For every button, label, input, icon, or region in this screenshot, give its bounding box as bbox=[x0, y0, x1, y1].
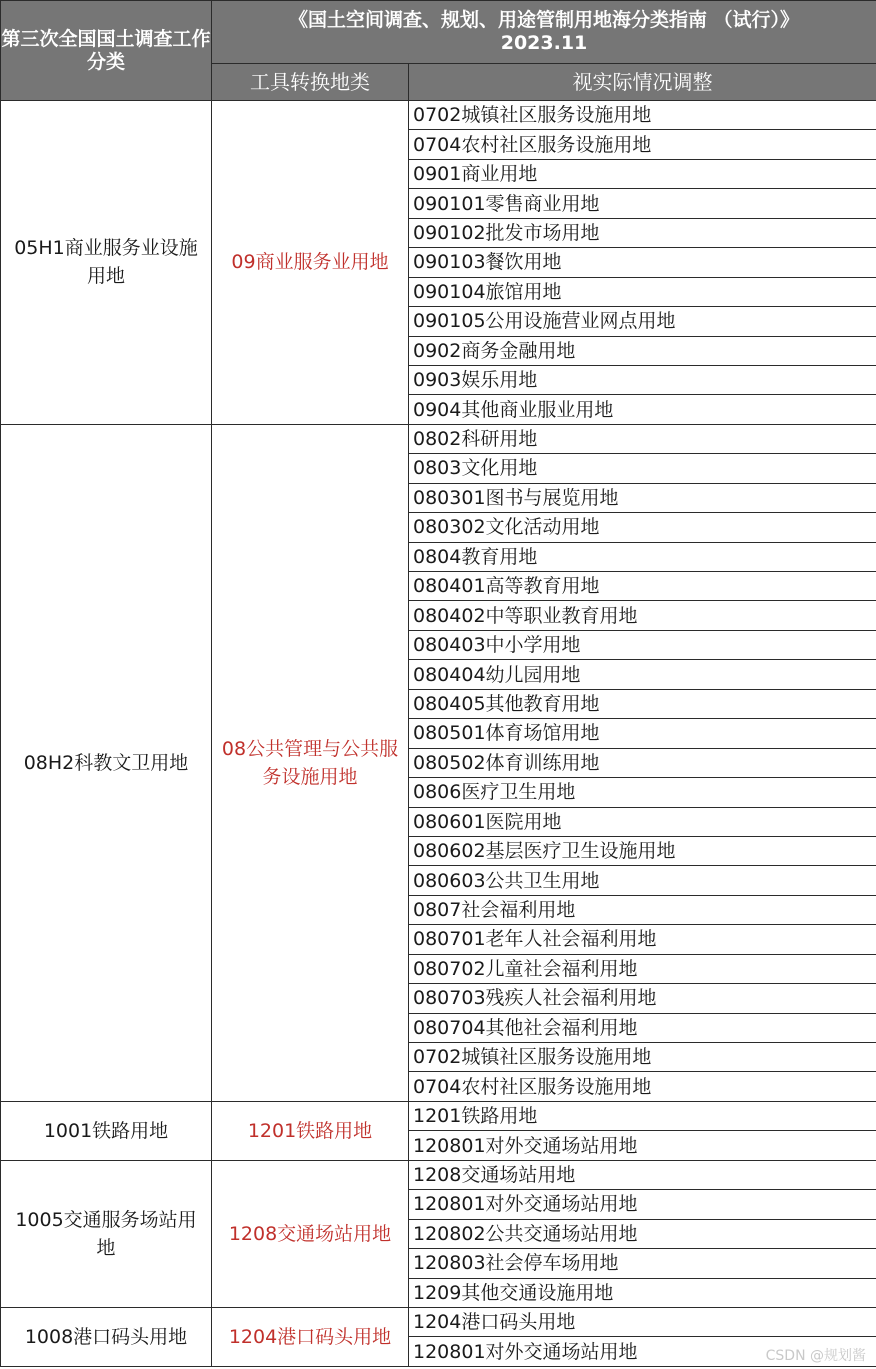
adjusted-category: 1209其他交通设施用地 bbox=[409, 1278, 876, 1307]
third-survey-category: 08H2科教文卫用地 bbox=[1, 424, 212, 1101]
tool-converted-category: 09商业服务业用地 bbox=[212, 101, 409, 425]
tool-converted-category: 1208交通场站用地 bbox=[212, 1160, 409, 1307]
adjusted-category: 0904其他商业服业用地 bbox=[409, 395, 876, 424]
adjusted-category: 080702儿童社会福利用地 bbox=[409, 954, 876, 983]
table-row bbox=[1, 1307, 876, 1336]
adjusted-category: 0702城镇社区服务设施用地 bbox=[409, 1043, 876, 1072]
adjusted-category: 080704其他社会福利用地 bbox=[409, 1013, 876, 1042]
third-survey-category: 1005交通服务场站用地 bbox=[1, 1160, 212, 1307]
tool-converted-category: 1204港口码头用地 bbox=[212, 1307, 409, 1366]
adjusted-category: 0903娱乐用地 bbox=[409, 365, 876, 394]
adjusted-category: 120801对外交通场站用地 bbox=[409, 1131, 876, 1160]
adjusted-category: 080501体育场馆用地 bbox=[409, 719, 876, 748]
csdn-watermark: CSDN @规划酱 bbox=[765, 1348, 866, 1364]
adjusted-category: 080703残疾人社会福利用地 bbox=[409, 984, 876, 1013]
tool-converted-category: 08公共管理与公共服务设施用地 bbox=[212, 424, 409, 1101]
tool-converted-category: 1201铁路用地 bbox=[212, 1101, 409, 1160]
table-row bbox=[1, 424, 876, 453]
adjusted-category: 090102批发市场用地 bbox=[409, 218, 876, 247]
header-guide-title bbox=[212, 1, 876, 64]
table-row bbox=[1, 101, 876, 130]
guide-date-text: 2023.11 bbox=[500, 32, 588, 54]
adjusted-category: 0704农村社区服务设施用地 bbox=[409, 130, 876, 159]
third-survey-category: 1001铁路用地 bbox=[1, 1101, 212, 1160]
adjusted-category: 080302文化活动用地 bbox=[409, 513, 876, 542]
adjusted-category: 080401高等教育用地 bbox=[409, 572, 876, 601]
adjusted-category: 1208交通场站用地 bbox=[409, 1160, 876, 1189]
adjusted-category: 080405其他教育用地 bbox=[409, 689, 876, 718]
adjusted-category: 0702城镇社区服务设施用地 bbox=[409, 101, 876, 130]
adjusted-category: 120801对外交通场站用地 bbox=[409, 1190, 876, 1219]
adjusted-category: 0901商业用地 bbox=[409, 159, 876, 188]
adjusted-category: 080301图书与展览用地 bbox=[409, 483, 876, 512]
adjusted-category: 0704农村社区服务设施用地 bbox=[409, 1072, 876, 1101]
adjusted-category: 0807社会福利用地 bbox=[409, 895, 876, 924]
guide-title-text: 《国土空间调查、规划、用途管制用地海分类指南 （试行）》 bbox=[288, 9, 800, 31]
adjusted-category: 0902商务金融用地 bbox=[409, 336, 876, 365]
adjusted-category: 1204港口码头用地 bbox=[409, 1307, 876, 1336]
adjusted-category: 080602基层医疗卫生设施用地 bbox=[409, 836, 876, 865]
third-survey-category: 1008港口码头用地 bbox=[1, 1307, 212, 1366]
adjusted-category: 120801对外交通场站用地 bbox=[409, 1337, 876, 1366]
header-adjust-as-needed: 视实际情况调整 bbox=[409, 64, 876, 101]
adjusted-category: 0806医疗卫生用地 bbox=[409, 778, 876, 807]
table-row bbox=[1, 1160, 876, 1189]
third-survey-category: 05H1商业服务业设施用地 bbox=[1, 101, 212, 425]
adjusted-category: 080701老年人社会福利用地 bbox=[409, 925, 876, 954]
adjusted-category: 080603公共卫生用地 bbox=[409, 866, 876, 895]
adjusted-category: 120802公共交通场站用地 bbox=[409, 1219, 876, 1248]
header-third-survey-classification: 第三次全国国土调查工作分类 bbox=[1, 1, 212, 101]
adjusted-category: 090105公用设施营业网点用地 bbox=[409, 307, 876, 336]
adjusted-category: 120803社会停车场用地 bbox=[409, 1249, 876, 1278]
adjusted-category: 0804教育用地 bbox=[409, 542, 876, 571]
adjusted-category: 090103餐饮用地 bbox=[409, 248, 876, 277]
adjusted-category: 080404幼儿园用地 bbox=[409, 660, 876, 689]
header-tool-conversion: 工具转换地类 bbox=[212, 64, 409, 101]
adjusted-category: 080502体育训练用地 bbox=[409, 748, 876, 777]
adjusted-category: 080402中等职业教育用地 bbox=[409, 601, 876, 630]
adjusted-category: 090101零售商业用地 bbox=[409, 189, 876, 218]
adjusted-category: 080601医院用地 bbox=[409, 807, 876, 836]
adjusted-category: 0803文化用地 bbox=[409, 454, 876, 483]
table-row bbox=[1, 1101, 876, 1130]
adjusted-category: 090104旅馆用地 bbox=[409, 277, 876, 306]
adjusted-category: 1201铁路用地 bbox=[409, 1101, 876, 1130]
adjusted-category: 080403中小学用地 bbox=[409, 630, 876, 659]
adjusted-category: 0802科研用地 bbox=[409, 424, 876, 453]
table-body bbox=[1, 101, 876, 1367]
